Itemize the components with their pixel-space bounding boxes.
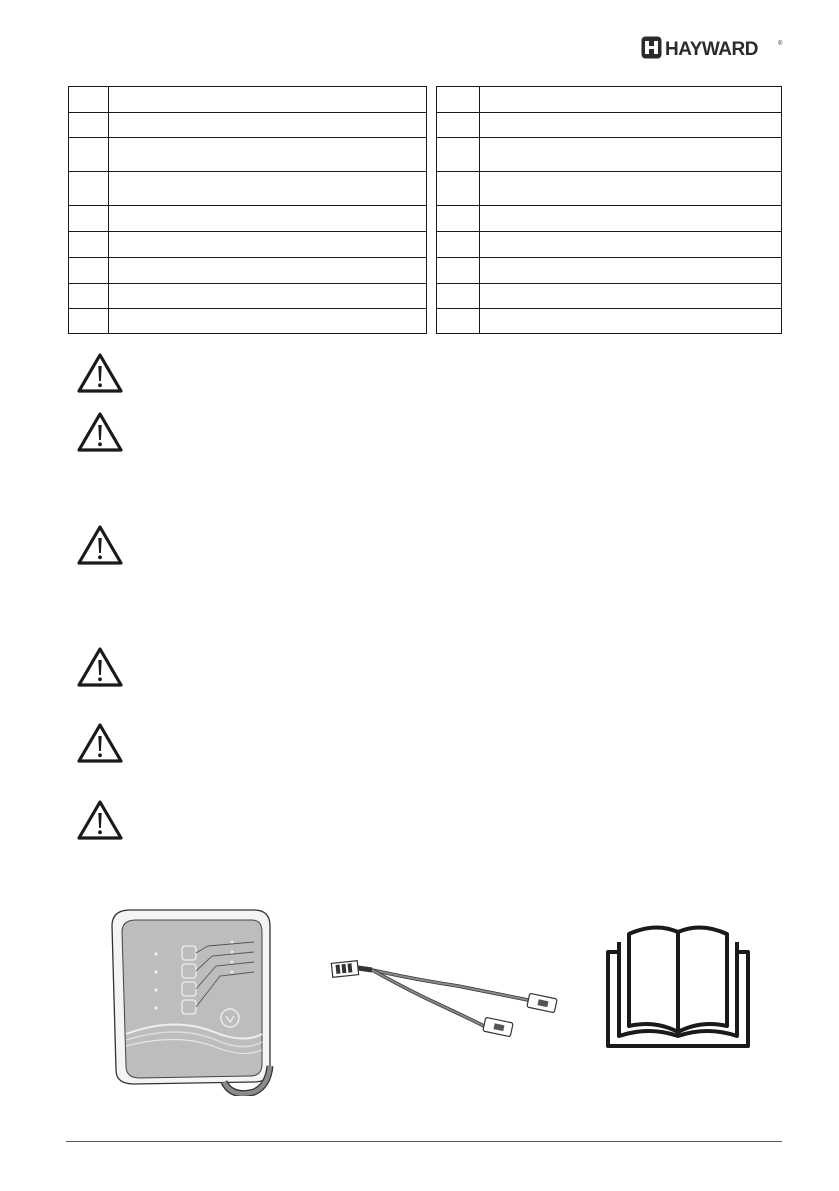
table-cell	[437, 284, 480, 309]
table-gap	[427, 113, 437, 138]
footer-rule	[66, 1141, 782, 1142]
table-cell	[437, 113, 480, 138]
table-cell	[69, 284, 109, 309]
table-cell	[480, 113, 782, 138]
table-gap	[427, 206, 437, 232]
table-cell	[480, 206, 782, 232]
table-cell	[480, 284, 782, 309]
hayward-logo	[641, 36, 784, 60]
spec-table	[68, 86, 782, 334]
svg-text:HAYWARD: HAYWARD	[665, 39, 758, 60]
table-row	[69, 206, 782, 232]
table-gap	[427, 232, 437, 258]
table-cell	[437, 309, 480, 334]
table-cell	[109, 258, 427, 284]
table-cell	[437, 87, 480, 113]
table-row	[69, 113, 782, 138]
control-module-illustration	[104, 906, 290, 1096]
table-gap	[427, 284, 437, 309]
table-row	[69, 284, 782, 309]
table-cell	[69, 232, 109, 258]
table-cell	[109, 87, 427, 113]
y-cable-illustration	[328, 952, 564, 1052]
table-cell	[109, 172, 427, 206]
table-cell	[69, 258, 109, 284]
table-cell	[69, 138, 109, 172]
table-cell	[480, 138, 782, 172]
table-cell	[109, 138, 427, 172]
table-gap	[427, 87, 437, 113]
table-cell	[437, 172, 480, 206]
table-cell	[480, 172, 782, 206]
warning-triangle-icon	[76, 411, 124, 453]
table-gap	[427, 309, 437, 334]
table-row	[69, 172, 782, 206]
svg-text:®: ®	[778, 41, 783, 47]
table-row	[69, 258, 782, 284]
table-cell	[69, 172, 109, 206]
table-cell	[437, 206, 480, 232]
table-cell	[69, 206, 109, 232]
table-cell	[480, 87, 782, 113]
table-row	[69, 87, 782, 113]
table-cell	[69, 309, 109, 334]
table-cell	[480, 258, 782, 284]
table-cell	[437, 232, 480, 258]
table-cell	[109, 284, 427, 309]
warning-triangle-icon	[76, 646, 124, 688]
table-cell	[480, 232, 782, 258]
table-cell	[109, 113, 427, 138]
table-cell	[69, 113, 109, 138]
warning-triangle-icon	[76, 799, 124, 841]
table-gap	[427, 172, 437, 206]
manual-book-icon	[605, 922, 751, 1050]
table-cell	[480, 309, 782, 334]
table-cell	[437, 138, 480, 172]
table-cell	[109, 309, 427, 334]
table-cell	[69, 87, 109, 113]
warning-triangle-icon	[76, 524, 124, 566]
warning-triangle-icon	[76, 352, 124, 394]
table-gap	[427, 258, 437, 284]
table-row	[69, 232, 782, 258]
table-cell	[109, 206, 427, 232]
warning-triangle-icon	[76, 722, 124, 764]
table-row	[69, 138, 782, 172]
table-cell	[437, 258, 480, 284]
table-cell	[109, 232, 427, 258]
table-row	[69, 309, 782, 334]
table-gap	[427, 138, 437, 172]
